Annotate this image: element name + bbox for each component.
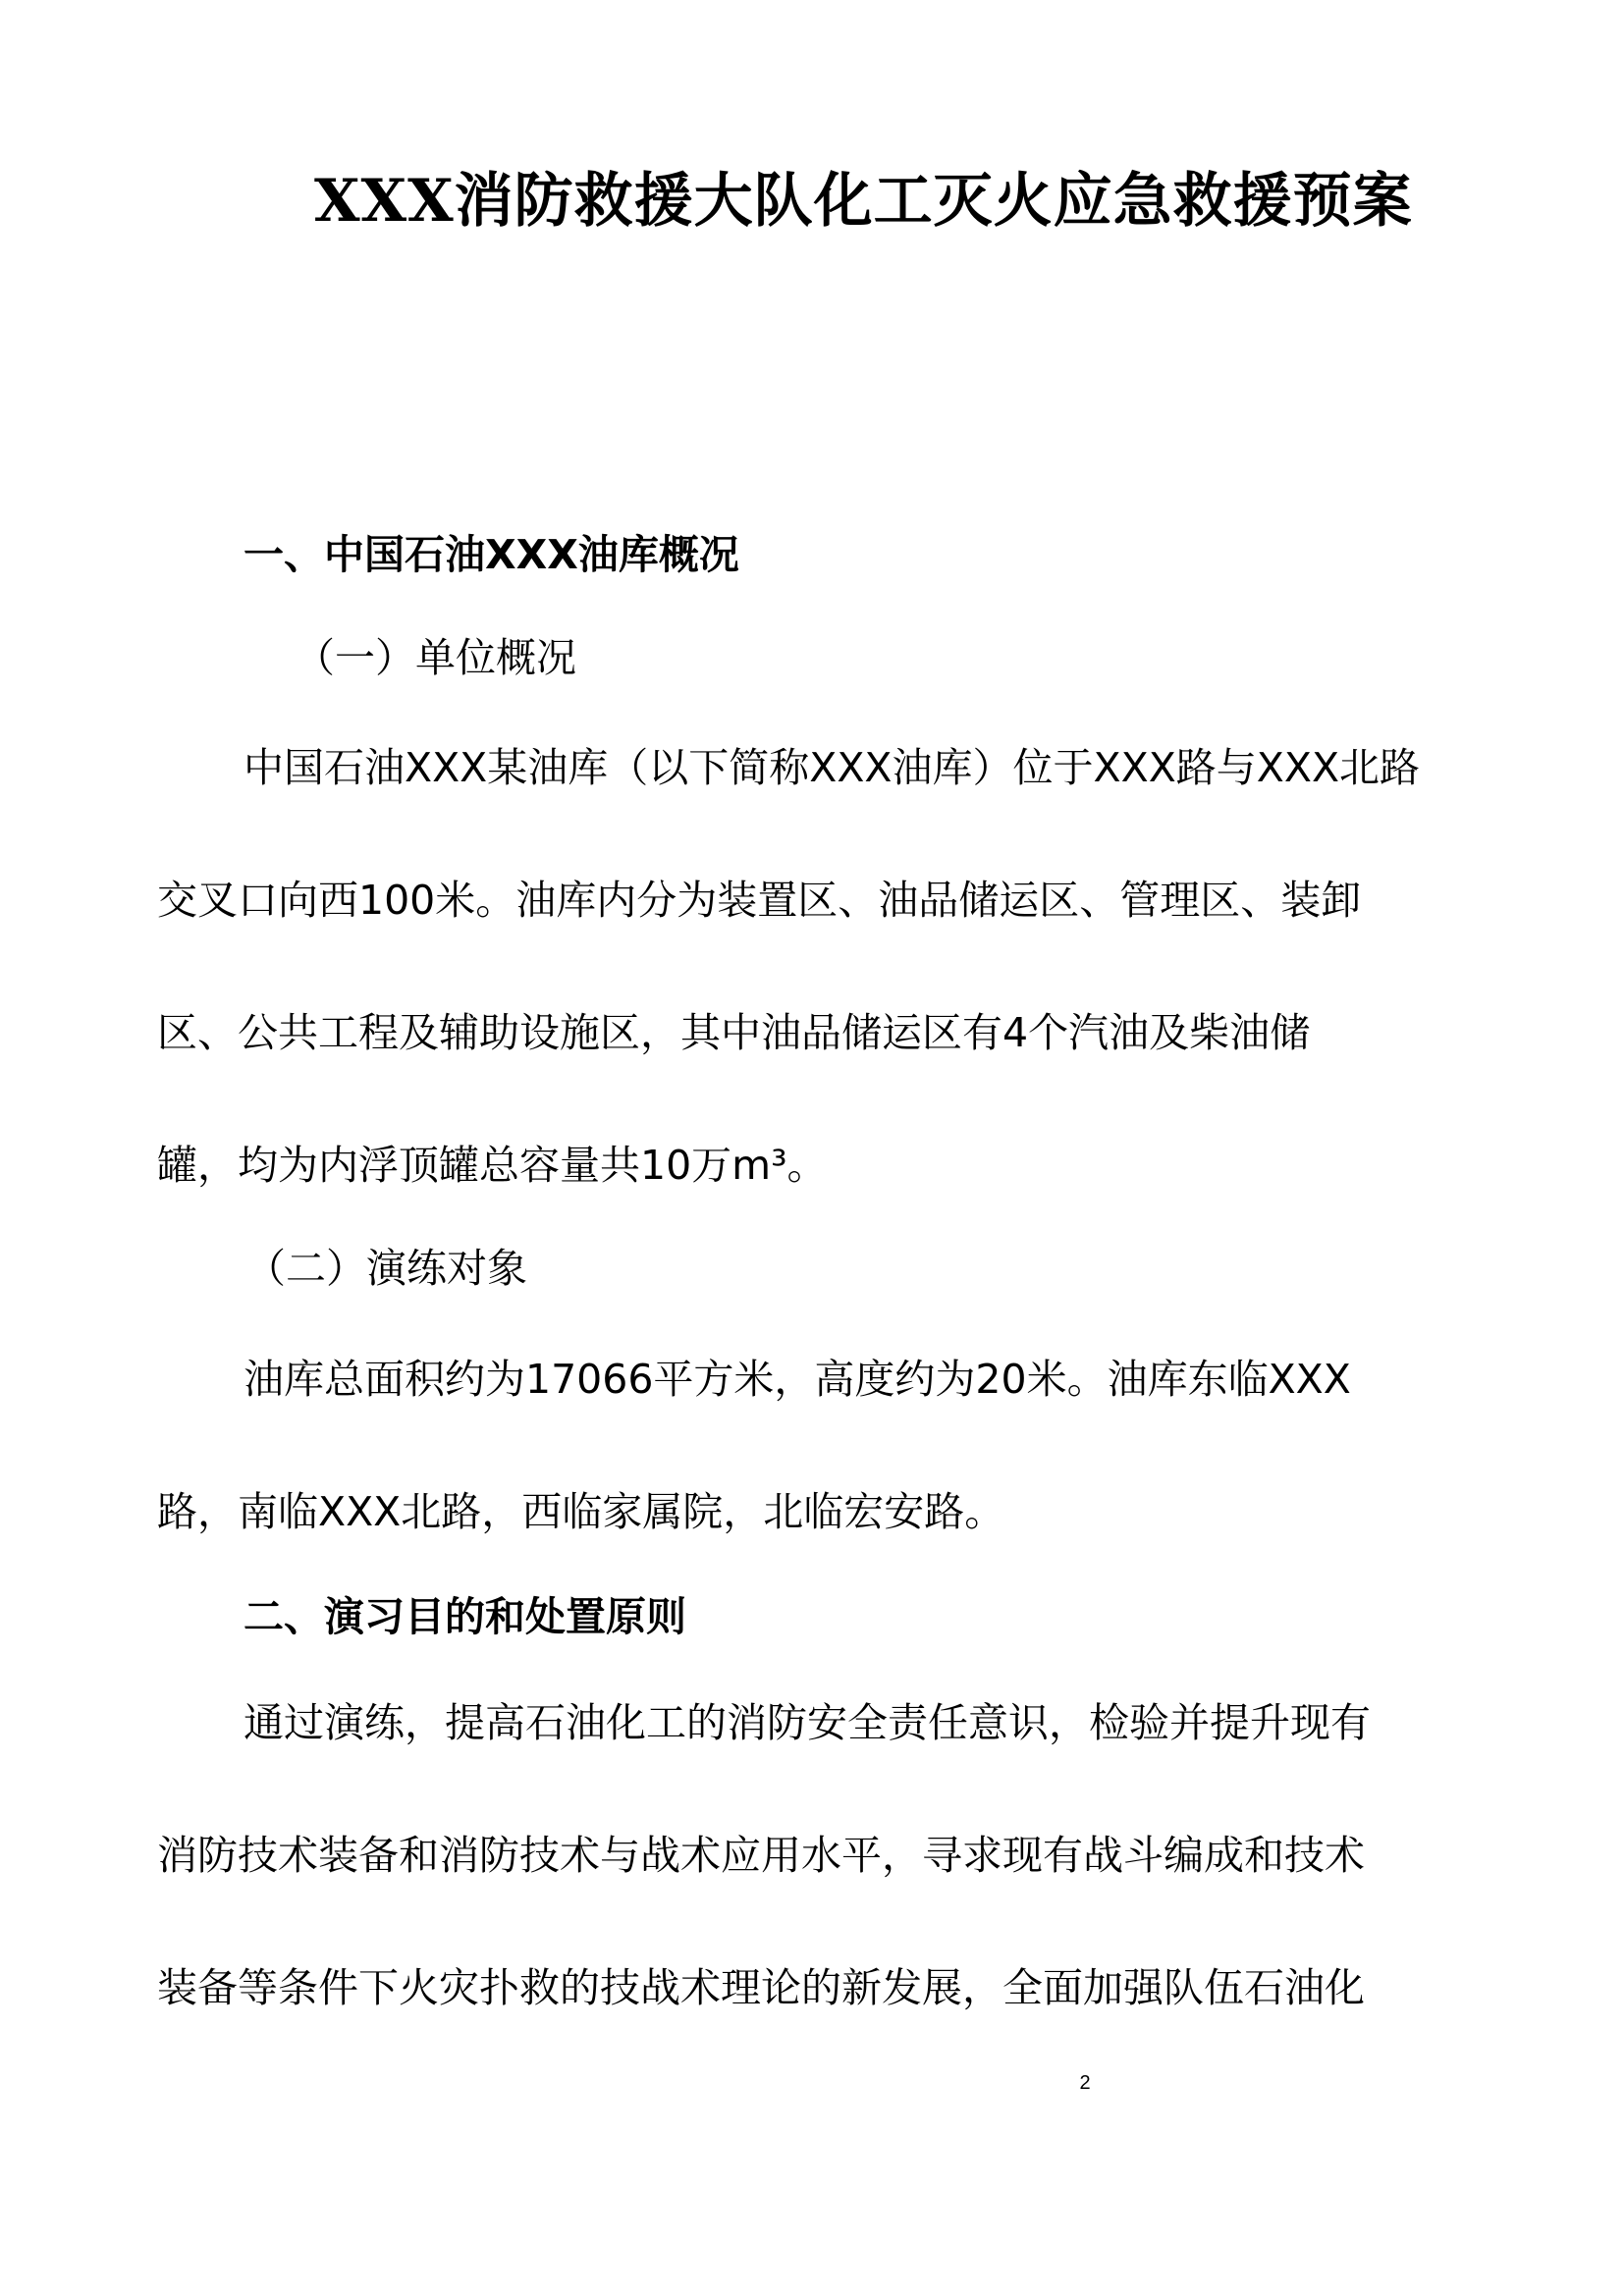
paragraph-line: 罐，均为内浮顶罐总容量共10万m³。 — [157, 1142, 828, 1189]
paragraph-line: 通过演练，提高石油化工的消防安全责任意识，检验并提升现有 — [244, 1699, 1371, 1746]
paragraph-line: 路，南临XXX北路，西临家属院，北临宏安路。 — [157, 1488, 1005, 1535]
paragraph-line: 交叉口向西100米。油库内分为装置区、油品储运区、管理区、装卸 — [157, 877, 1362, 924]
paragraph-line: 装备等条件下火灾扑救的技战术理论的新发展，全面加强队伍石油化 — [157, 1964, 1365, 2011]
paragraph-line: 中国石油XXX某油库（以下简称XXX油库）位于XXX路与XXX北路 — [244, 744, 1421, 791]
section-1-1-heading: （一）单位概况 — [295, 634, 576, 681]
section-1-2-heading: （二）演练对象 — [245, 1245, 527, 1292]
paragraph-line: 区、公共工程及辅助设施区，其中油品储运区有4个汽油及柴油储 — [157, 1009, 1311, 1056]
document-title: XXX消防救援大队化工灭火应急救援预案 — [314, 167, 1413, 236]
page-number: 2 — [1079, 2072, 1091, 2094]
section-2-heading: 二、演习目的和处置原则 — [244, 1593, 686, 1640]
paragraph-line: 油库总面积约为17066平方米，高度约为20米。油库东临XXX — [244, 1356, 1351, 1403]
paragraph-line: 消防技术装备和消防技术与战术应用水平，寻求现有战斗编成和技术 — [157, 1832, 1365, 1879]
section-1-heading: 一、中国石油XXX油库概况 — [244, 531, 739, 578]
